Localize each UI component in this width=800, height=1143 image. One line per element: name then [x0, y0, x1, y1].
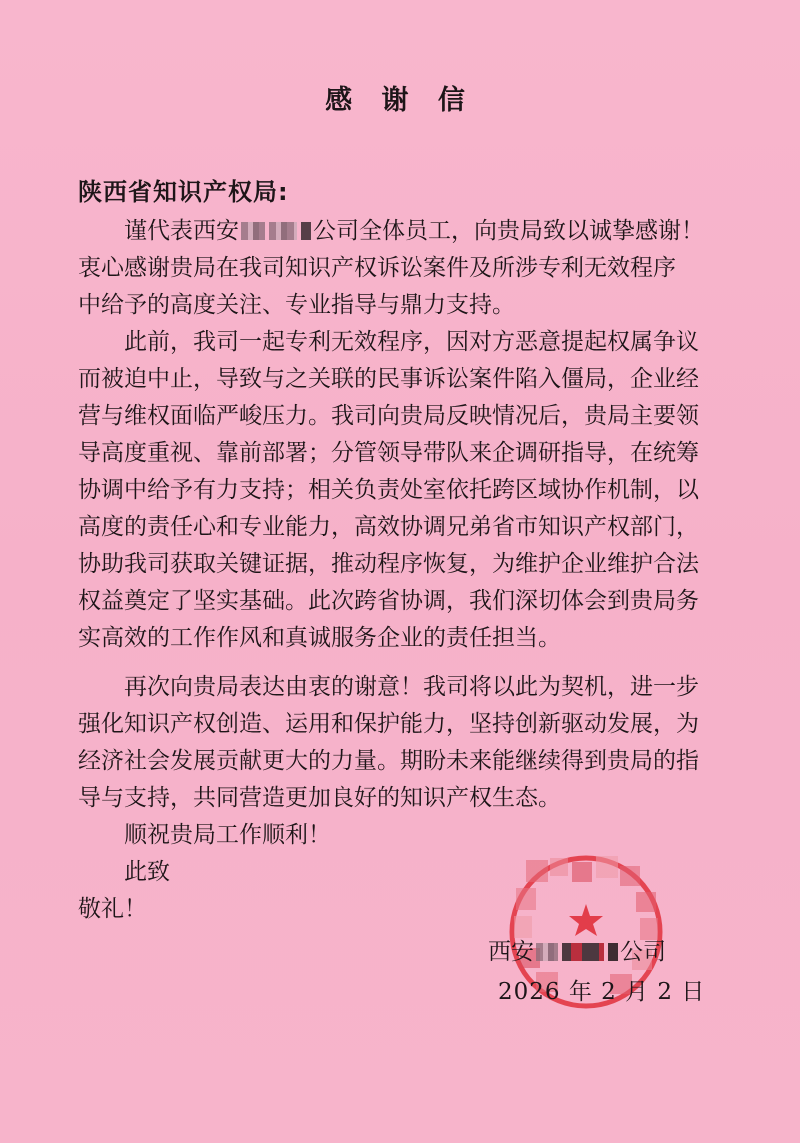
body-line: 导与支持，共同营造更加良好的知识产权生态。 — [78, 785, 561, 811]
body-line: 协调中给予有力支持；相关负责处室依托跨区域协作机制，以 — [78, 477, 699, 503]
body-text: 公司全体员工，向贵局致以诚挚感谢！ — [313, 218, 704, 244]
body-line: 而被迫中止，导致与之关联的民事诉讼案件陷入僵局，企业经 — [78, 366, 699, 392]
signature-date: 2026 年 2 月 2 日 — [498, 979, 706, 1005]
company-name-suffix: 公司 — [620, 939, 666, 965]
redacted-name — [536, 943, 558, 961]
addressee: 陕西省知识产权局: — [78, 178, 289, 206]
body-line: 协助我司获取关键证据，推动程序恢复，为维护企业维护合法 — [78, 551, 699, 577]
redacted-name — [608, 943, 618, 961]
company-name-prefix: 西安 — [488, 939, 534, 965]
redacted-name — [269, 222, 297, 240]
body-line: 衷心感谢贵局在我司知识产权诉讼案件及所涉专利无效程序 — [78, 255, 676, 281]
redacted-name — [241, 222, 265, 240]
body-line: 此致 — [124, 859, 170, 885]
body-line: 导高度重视、靠前部署；分管领导带队来企调研指导，在统筹 — [78, 440, 699, 466]
body-line: 强化知识产权创造、运用和保护能力，坚持创新驱动发展，为 — [78, 711, 699, 737]
body-line: 营与维权面临严峻压力。我司向贵局反映情况后，贵局主要领 — [78, 403, 699, 429]
body-line: 经济社会发展贡献更大的力量。期盼未来能继续得到贵局的指 — [78, 748, 699, 774]
body-line: 敬礼！ — [78, 896, 147, 922]
redacted-name — [562, 943, 604, 961]
redacted-name — [301, 222, 311, 240]
body-line: 实高效的工作作风和真诚服务企业的责任担当。 — [78, 625, 561, 651]
body-line: 再次向贵局表达由衷的谢意！我司将以此为契机，进一步 — [124, 674, 699, 700]
body-line: 中给予的高度关注、专业指导与鼎力支持。 — [78, 292, 515, 318]
body-line: 此前，我司一起专利无效程序，因对方恶意提起权属争议 — [124, 329, 699, 355]
body-line — [124, 216, 704, 246]
body-line: 顺祝贵局工作顺利！ — [124, 822, 331, 848]
letter-title: 感 谢 信 — [325, 85, 475, 116]
signature-company — [488, 933, 666, 966]
body-line: 高度的责任心和专业能力，高效协调兄弟省市知识产权部门， — [78, 514, 699, 540]
body-text: 谨代表西安 — [124, 218, 239, 244]
body-line: 权益奠定了坚实基础。此次跨省协调，我们深切体会到贵局务 — [78, 588, 699, 614]
